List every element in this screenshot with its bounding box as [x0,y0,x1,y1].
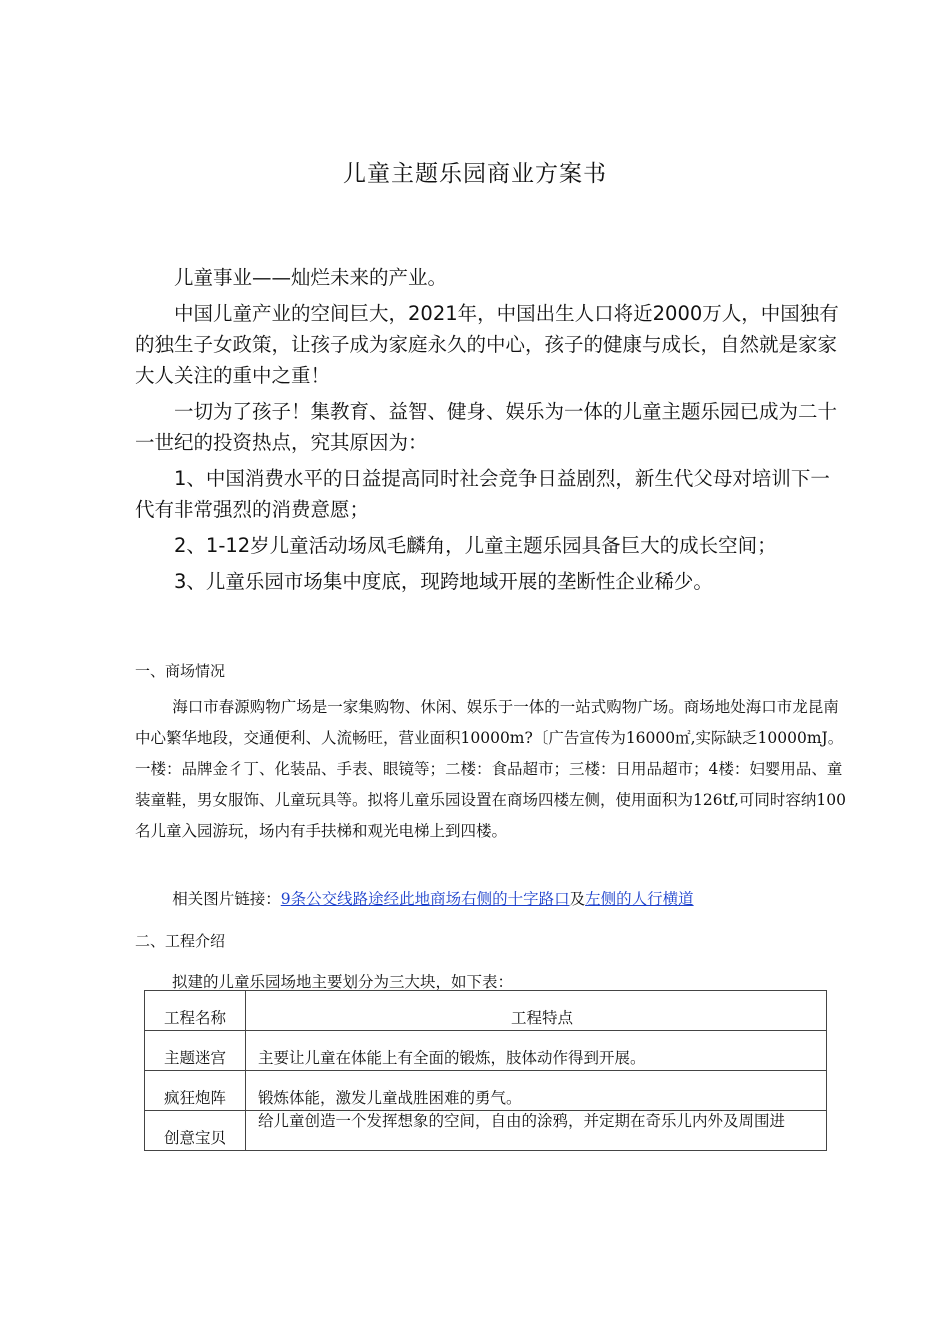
intro-paragraph-3: 一切为了孩子！集教育、益智、健身、娱乐为一体的儿童主题乐园已成为二十一世纪的投资热点，究其原因为： [135,400,838,454]
table-row [145,1111,827,1151]
intro-paragraph-1: 儿童事业——灿烂未来的产业。 [174,266,448,289]
bus-route-link[interactable]: 9条公交线路途经此地商场右侧的十字路口 [280,890,570,908]
intro-section [135,262,847,597]
table-row [145,1031,827,1071]
row-1-name: 主题迷宫 [145,1031,246,1071]
intro-paragraph-2: 中国儿童产业的空间巨大，2021年，中国出生人口将近2000万人，中国独有的独生子女政策，让孩子成为家庭永久的中心，孩子的健康与成长，自然就是家家大人关注的重中之重！ [135,302,839,387]
table-header-row [145,991,827,1031]
row-2-name: 疯狂炮阵 [145,1071,246,1111]
header-project-features: 工程特点 [246,991,827,1031]
reason-3: 3、儿童乐园市场集中度底，现跨地域开展的垄断性企业稀少。 [174,570,713,593]
row-3-name: 创意宝贝 [145,1111,246,1151]
header-project-name: 工程名称 [145,991,246,1031]
row-3-desc: 给儿童创造一个发挥想象的空间，自由的涂鸦，并定期在奇乐儿内外及周围进 [246,1111,827,1151]
link-prefix: 相关图片链接： [172,890,281,908]
table-caption: 拟建的儿童乐园场地主要划分为三大块，如下表： [172,973,514,991]
project-table [144,990,827,1151]
mall-paragraph: 海口市春源购物广场是一家集购物、休闲、娱乐于一体的一站式购物广场。商场地处海口市龙昆南中心繁华地段，交通便利、人流畅旺，营业面积10000m?〔广告宣传为16000㎡,实际缺乏10000mJ。一楼：品牌金彳丁、化装品、手表、眼镜等；二楼：食品超市；三楼：日用品超市；4楼：妇婴用品、童装童鞋，男女服饰、儿童玩具等。拟将儿童乐园设置在商场四楼左侧，使用面积为126tf,可同时容纳100名儿童入园游玩，场内有手扶梯和观光电梯上到四楼。 [135,698,847,840]
link-line [135,884,847,915]
reason-2: 2、1-12岁儿童活动场凤毛麟角，儿童主题乐园具备巨大的成长空间； [174,534,777,557]
crosswalk-link[interactable]: 左侧的人行横道 [585,890,694,908]
row-2-desc: 锻炼体能，激发儿童战胜困难的勇气。 [246,1071,827,1111]
page-title: 儿童主题乐园商业方案书 [343,161,607,187]
section-heading-project: 二、工程介绍 [135,932,226,950]
link-joiner: 及 [569,890,586,908]
mall-description [135,692,847,847]
row-1-desc: 主要让儿童在体能上有全面的锻炼，肢体动作得到开展。 [246,1031,827,1071]
reason-1: 1、中国消费水平的日益提高同时社会竞争日益剧烈，新生代父母对培训下一代有非常强烈的消费意愿； [135,467,830,521]
table-row [145,1071,827,1111]
image-links [135,884,847,915]
section-heading-mall: 一、商场情况 [135,662,226,680]
